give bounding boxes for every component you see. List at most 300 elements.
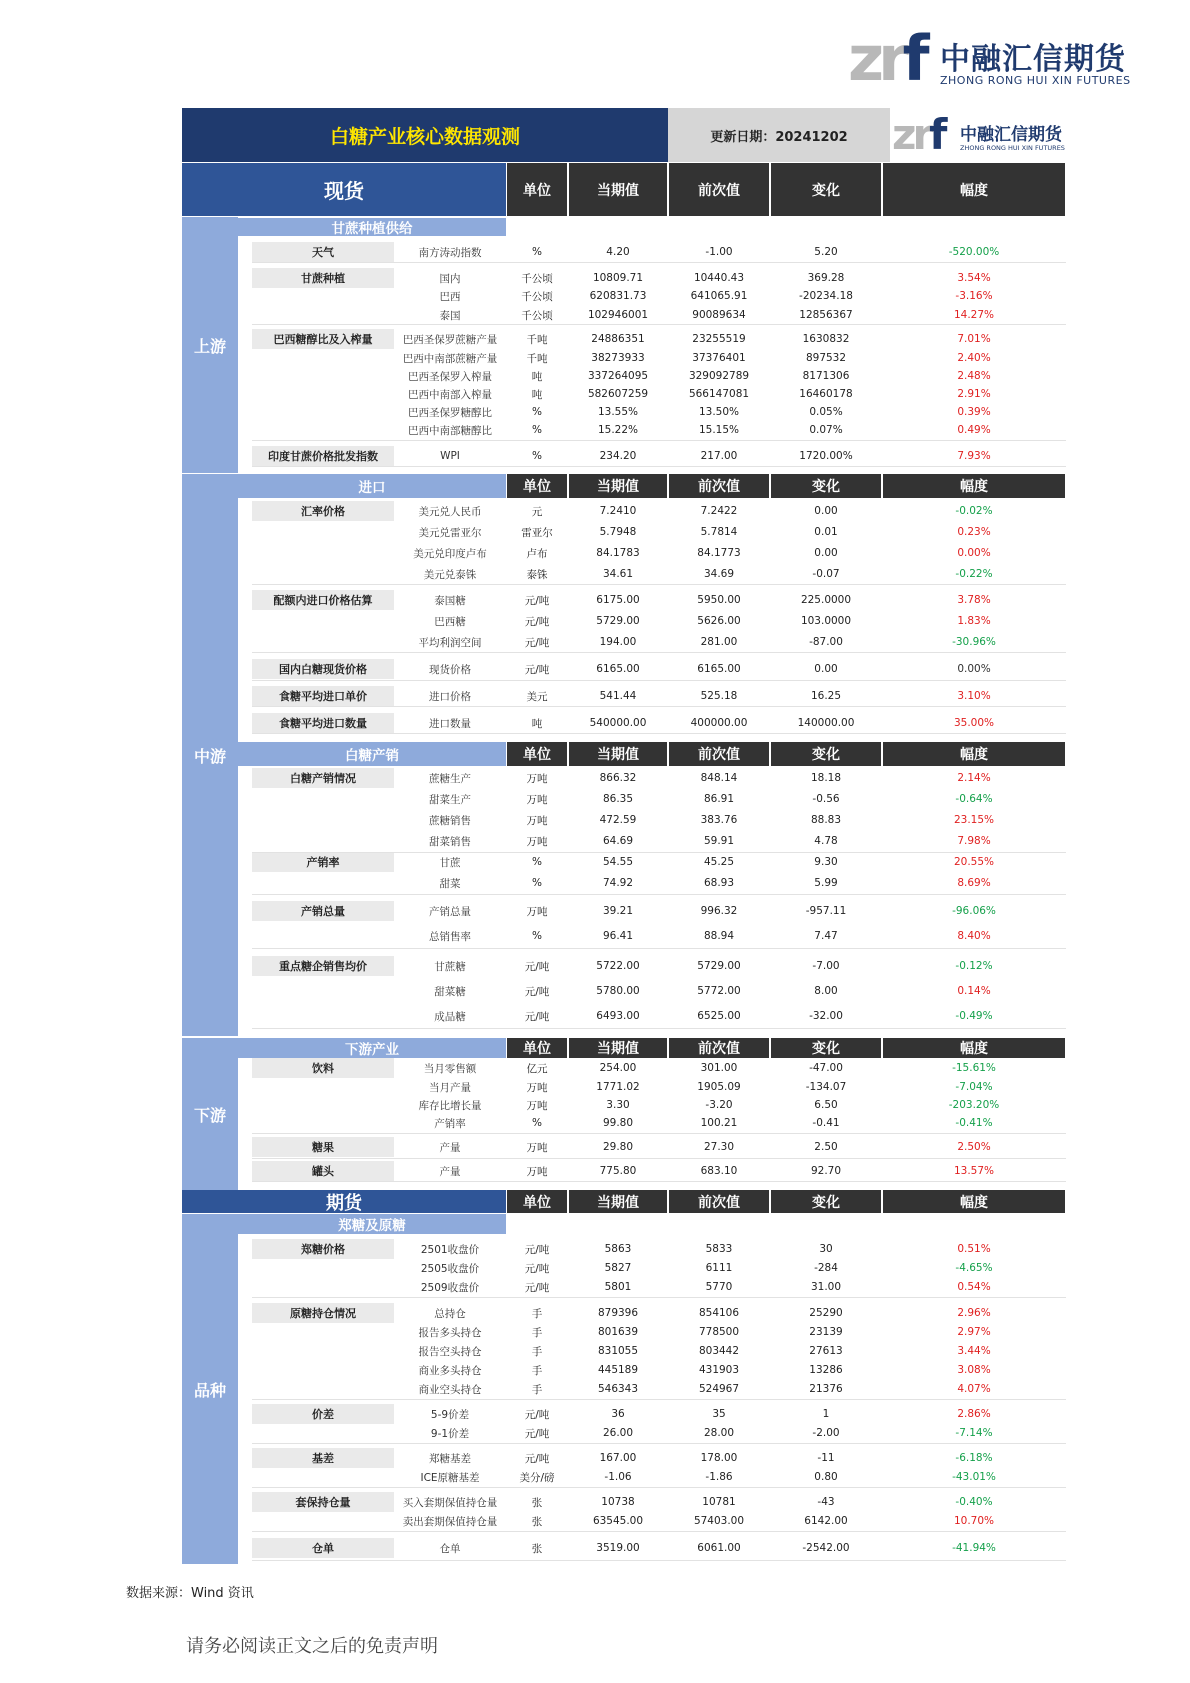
header-change: 变化 [771,1038,881,1058]
row-pct: -7.04% [955,1081,993,1093]
row-change: 12856367 [799,309,853,321]
row-indicator: 甜菜糖 [434,985,466,998]
row-unit: 元/吨 [524,960,550,973]
row-change: 16460178 [799,388,853,400]
subsection-zhengtang: 郑糖及原糖 [238,1214,506,1234]
table-title: 白糖产业核心数据观测 [182,108,668,162]
row-unit: % [532,406,542,418]
row-indicator: 产量 [439,1141,461,1154]
row-category: 饮料 [252,1058,394,1078]
row-pct: -4.65% [955,1262,993,1274]
brand-name-cn: 中融汇信期货 [940,42,1126,77]
row-change: -2.00 [812,1427,840,1439]
row-change: 0.00 [814,547,838,559]
row-category: 郑糖价格 [252,1239,394,1259]
row-current: 13.55% [597,406,639,418]
row-change: -2542.00 [802,1542,850,1554]
row-divider [252,894,1066,895]
row-change: -134.07 [805,1081,847,1093]
row-current: 546343 [597,1383,639,1395]
row-divider [252,1560,1066,1561]
row-change: 0.01 [814,526,838,538]
row-pct: 0.54% [957,1281,991,1293]
row-current: 102946001 [587,309,649,321]
row-previous: 525.18 [700,690,738,702]
row-previous: 431903 [698,1364,740,1376]
row-current: 3519.00 [596,1542,640,1554]
row-previous: 5626.00 [697,615,741,627]
row-current: 84.1783 [596,547,640,559]
row-current: 4.20 [606,246,630,258]
row-change: 1 [822,1408,830,1420]
row-current: 6165.00 [596,663,640,675]
row-pct: 0.39% [957,406,991,418]
row-category: 国内白糖现货价格 [252,659,394,679]
row-pct: 2.40% [957,352,991,364]
header-current: 当期值 [569,1190,667,1213]
row-divider [252,440,1066,441]
row-divider [252,680,1066,681]
row-indicator: 进口数量 [429,717,471,730]
row-unit: 雷亚尔 [521,526,553,539]
row-current: -1.06 [604,1471,632,1483]
row-pct: 2.50% [957,1141,991,1153]
row-current: 541.44 [599,690,637,702]
row-indicator: 美元兑泰铢 [423,568,477,581]
brand-name-en: ZHONG RONG HUI XIN FUTURES [940,74,1131,87]
row-pct: 4.07% [957,1383,991,1395]
row-change: 6.50 [814,1099,838,1111]
row-pct: -43.01% [952,1471,996,1483]
row-indicator: 郑糖基差 [429,1452,471,1465]
row-unit: 吨 [531,388,543,401]
row-indicator: 商业空头持仓 [418,1383,482,1396]
row-category: 配额内进口价格估算 [252,590,394,610]
row-change: -0.56 [812,793,840,805]
row-indicator: 泰国糖 [434,594,466,607]
row-current: 63545.00 [592,1515,644,1527]
row-unit: % [532,856,542,868]
row-change: 21376 [809,1383,843,1395]
row-indicator: 巴西圣保罗糖醇比 [408,406,492,419]
row-change: 1720.00% [799,450,853,462]
row-pct: 0.14% [957,985,991,997]
row-unit: 美元 [526,690,548,703]
row-previous: 59.91 [703,835,735,847]
row-previous: 6061.00 [697,1542,741,1554]
row-pct: 0.00% [957,547,991,559]
row-indicator: 巴西 [439,290,461,303]
row-indicator: 美元兑印度卢布 [413,547,487,560]
row-unit: 千公顷 [521,272,553,285]
row-change: 0.00 [814,505,838,517]
row-unit: 元/吨 [524,636,550,649]
section-upstream: 上游 [182,217,238,473]
row-indicator: 现货价格 [429,663,471,676]
row-previous: 996.32 [700,905,738,917]
row-previous: 178.00 [700,1452,738,1464]
row-change: 23139 [809,1326,843,1338]
section-futures: 期货 [182,1190,506,1213]
row-current: 254.00 [599,1062,637,1074]
row-unit: 千公顷 [521,309,553,322]
row-current: 472.59 [599,814,637,826]
row-indicator: 库存比增长量 [418,1099,482,1112]
row-previous: 88.94 [703,930,735,942]
row-unit: 手 [531,1307,543,1320]
row-previous: 35 [712,1408,726,1420]
row-previous: 27.30 [703,1141,735,1153]
row-previous: 1905.09 [697,1081,741,1093]
row-indicator: 总持仓 [434,1307,466,1320]
row-pct: 8.40% [957,930,991,942]
row-indicator: 报告多头持仓 [418,1326,482,1339]
header-current: 当期值 [569,163,667,216]
row-current: 445189 [597,1364,639,1376]
row-unit: 亿元 [526,1062,548,1075]
brand-mark [848,22,924,95]
row-current: 64.69 [602,835,634,847]
subsection-downind: 下游产业 [238,1038,506,1058]
row-pct: -6.18% [955,1452,993,1464]
row-pct: -3.16% [955,290,993,302]
row-pct: 1.83% [957,615,991,627]
row-divider [252,1487,1066,1488]
row-indicator: 甜菜销售 [429,835,471,848]
row-pct: -0.12% [955,960,993,972]
row-indicator: 商业多头持仓 [418,1364,482,1377]
row-pct: -0.22% [955,568,993,580]
header-unit: 单位 [507,742,567,766]
row-change: 18.18 [810,772,842,784]
row-category: 白糖产销情况 [252,768,394,788]
header-previous: 前次值 [669,163,769,216]
row-unit: 千吨 [526,352,548,365]
subsection-import: 进口 [238,474,506,498]
row-change: 8.00 [814,985,838,997]
row-previous: 848.14 [700,772,738,784]
row-previous: 68.93 [703,877,735,889]
row-pct: 14.27% [953,309,995,321]
row-indicator: 买入套期保值持仓量 [402,1496,498,1509]
row-change: 369.28 [807,272,845,284]
header-unit: 单位 [507,163,567,216]
row-previous: -3.20 [705,1099,733,1111]
row-pct: 0.51% [957,1243,991,1255]
row-current: 26.00 [602,1427,634,1439]
row-divider [252,1181,1066,1182]
row-previous: 90089634 [692,309,746,321]
row-indicator: 报告空头持仓 [418,1345,482,1358]
row-pct: -203.20% [948,1099,1000,1111]
row-change: -20234.18 [799,290,853,302]
row-current: 3.30 [606,1099,630,1111]
row-unit: % [532,930,542,942]
row-unit: 元/吨 [524,1452,550,1465]
row-previous: 57403.00 [693,1515,745,1527]
row-change: 13286 [809,1364,843,1376]
row-previous: 400000.00 [690,717,748,729]
row-current: 831055 [597,1345,639,1357]
row-divider [252,466,1066,467]
row-unit: 张 [531,1542,543,1555]
header-current: 当期值 [569,1038,667,1058]
row-indicator: 成品糖 [434,1010,466,1023]
row-indicator: WPI [440,450,460,462]
header-change: 变化 [771,163,881,216]
row-change: 5.20 [814,246,838,258]
row-unit: % [532,450,542,462]
row-indicator: 卖出套期保值持仓量 [402,1515,498,1528]
row-divider [252,324,1066,325]
row-unit: 元 [531,505,543,518]
row-change: 9.30 [814,856,838,868]
header-pct: 幅度 [883,742,1065,766]
row-indicator: 甜菜 [439,877,461,890]
row-change: 27613 [809,1345,843,1357]
subsection-prodsales: 白糖产销 [238,742,506,766]
row-divider [252,852,1066,853]
section-downstream: 下游 [182,1038,238,1190]
row-indicator: 蔗糖生产 [429,772,471,785]
header-pct: 幅度 [883,163,1065,216]
row-category: 甘蔗种植 [252,268,394,288]
row-category: 印度甘蔗价格批发指数 [252,446,394,466]
header-pct: 幅度 [883,1190,1065,1213]
row-current: 10809.71 [592,272,644,284]
row-indicator: ICE原糖基差 [420,1471,480,1484]
row-current: 15.22% [597,424,639,436]
header-pct: 幅度 [883,1038,1065,1058]
header-change: 变化 [771,474,881,498]
row-current: 5827 [604,1262,632,1274]
row-indicator: 美元兑人民币 [418,505,482,518]
row-category: 巴西糖醇比及入榨量 [252,329,394,349]
row-previous: 524967 [698,1383,740,1395]
update-date: 更新日期：20241202 [668,108,890,162]
row-current: 38273933 [591,352,645,364]
row-category: 汇率价格 [252,501,394,521]
row-indicator: 产销总量 [429,905,471,918]
row-previous: 5.7814 [700,526,738,538]
row-previous: 5729.00 [697,960,741,972]
row-unit: 千公顷 [521,290,553,303]
row-previous: 23255519 [692,333,746,345]
row-current: 540000.00 [589,717,647,729]
row-unit: 万吨 [526,835,548,848]
row-current: 5863 [604,1243,632,1255]
header-previous: 前次值 [669,1190,769,1213]
header-current: 当期值 [569,474,667,498]
row-category: 罐头 [252,1161,394,1181]
row-current: 879396 [597,1307,639,1319]
row-indicator: 巴西糖 [434,615,466,628]
row-pct: 7.98% [957,835,991,847]
row-unit: 吨 [531,370,543,383]
row-pct: -41.94% [952,1542,996,1554]
row-indicator: 仓单 [439,1542,461,1555]
row-unit: 万吨 [526,1099,548,1112]
row-previous: 803442 [698,1345,740,1357]
row-category: 基差 [252,1448,394,1468]
row-indicator: 当月零售额 [423,1062,477,1075]
row-pct: -15.61% [952,1062,996,1074]
row-pct: 13.57% [953,1165,995,1177]
row-current: 582607259 [587,388,649,400]
row-divider [252,584,1066,585]
row-unit: 卢布 [526,547,548,560]
row-indicator: 南方涛动指数 [418,246,482,259]
row-unit: 元/吨 [524,615,550,628]
row-current: 775.80 [599,1165,637,1177]
row-change: -0.41 [812,1117,840,1129]
row-unit: 手 [531,1364,543,1377]
row-divider [252,1399,1066,1400]
row-indicator: 甘蔗 [439,856,461,869]
row-unit: 万吨 [526,1141,548,1154]
row-current: 34.61 [602,568,634,580]
header-previous: 前次值 [669,742,769,766]
row-previous: 641065.91 [690,290,748,302]
row-pct: -0.49% [955,1010,993,1022]
row-indicator: 巴西中南部糖醇比 [408,424,492,437]
row-pct: 35.00% [953,717,995,729]
row-current: 194.00 [599,636,637,648]
row-pct: 3.10% [957,690,991,702]
row-current: 6175.00 [596,594,640,606]
row-current: 99.80 [602,1117,634,1129]
row-category: 仓单 [252,1538,394,1558]
row-change: 5.99 [814,877,838,889]
row-pct: -0.64% [955,793,993,805]
row-pct: -0.02% [955,505,993,517]
row-current: 86.35 [602,793,634,805]
row-indicator: 蔗糖销售 [429,814,471,827]
brand-mark-f: f [902,22,924,95]
row-current: 620831.73 [589,290,647,302]
row-change: 897532 [805,352,847,364]
row-divider [252,706,1066,707]
row-category: 产销率 [252,852,394,872]
row-divider [252,733,1066,734]
disclaimer: 请务必阅读正文之后的免责声明 [186,1636,438,1657]
row-current: 1771.02 [596,1081,640,1093]
row-change: 30 [819,1243,833,1255]
row-previous: 6165.00 [697,663,741,675]
row-unit: 元/吨 [524,594,550,607]
row-previous: 34.69 [703,568,735,580]
row-previous: 854106 [698,1307,740,1319]
row-previous: 7.2422 [700,505,738,517]
row-unit: 元/吨 [524,663,550,676]
row-change: 0.05% [809,406,843,418]
row-pct: 20.55% [953,856,995,868]
row-current: 5.7948 [599,526,637,538]
row-previous: -1.86 [705,1471,733,1483]
row-change: 8171306 [802,370,850,382]
row-previous: 6525.00 [697,1010,741,1022]
row-change: 2.50 [814,1141,838,1153]
row-current: 5722.00 [596,960,640,972]
data-source: 数据来源：Wind 资讯 [126,1586,254,1601]
row-current: 234.20 [599,450,637,462]
row-unit: % [532,1117,542,1129]
row-previous: 6111 [705,1262,733,1274]
row-divider [252,1297,1066,1298]
row-current: 6493.00 [596,1010,640,1022]
row-indicator: 2509收盘价 [420,1281,480,1294]
row-indicator: 巴西中南部蔗糖产量 [402,352,498,365]
row-pct: 7.01% [957,333,991,345]
row-previous: 566147081 [688,388,750,400]
row-indicator: 2505收盘价 [420,1262,480,1275]
section-variety: 品种 [182,1214,238,1564]
row-unit: 手 [531,1326,543,1339]
row-category: 天气 [252,242,394,262]
row-current: 54.55 [602,856,634,868]
row-previous: 5833 [705,1243,733,1255]
row-change: 0.07% [809,424,843,436]
row-indicator: 当月产量 [429,1081,471,1094]
row-current: 29.80 [602,1141,634,1153]
row-indicator: 平均利润空间 [418,636,482,649]
row-category: 产销总量 [252,901,394,921]
header-unit: 单位 [507,1190,567,1213]
row-change: -284 [814,1262,838,1274]
row-change: 0.80 [814,1471,838,1483]
row-pct: 8.69% [957,877,991,889]
row-unit: 美分/磅 [519,1471,555,1484]
row-previous: 778500 [698,1326,740,1338]
row-change: 6142.00 [804,1515,848,1527]
brand-logo-small: zrf 中融汇信期货 ZHONG RONG HUI XIN FUTURES [890,108,1066,162]
row-current: 5729.00 [596,615,640,627]
row-current: 866.32 [599,772,637,784]
row-change: -0.07 [812,568,840,580]
row-change: 225.0000 [800,594,852,606]
row-previous: 10781 [702,1496,736,1508]
row-unit: 元/吨 [524,1010,550,1023]
row-previous: 45.25 [703,856,735,868]
row-divider [252,1133,1066,1134]
row-current: 39.21 [602,905,634,917]
row-unit: 万吨 [526,1081,548,1094]
header-pct: 幅度 [883,474,1065,498]
row-previous: 15.15% [698,424,740,436]
row-change: 16.25 [810,690,842,702]
row-previous: 37376401 [692,352,746,364]
row-previous: 217.00 [700,450,738,462]
row-previous: 683.10 [700,1165,738,1177]
row-pct: 3.54% [957,272,991,284]
header-change: 变化 [771,742,881,766]
row-category: 套保持仓量 [252,1492,394,1512]
row-change: -957.11 [805,905,847,917]
row-unit: 万吨 [526,793,548,806]
row-change: 92.70 [810,1165,842,1177]
row-unit: 万吨 [526,905,548,918]
brand-mark-zr: zr [848,22,903,95]
row-change: -32.00 [809,1010,843,1022]
row-indicator: 国内 [439,272,461,285]
row-category: 食糖平均进口单价 [252,686,394,706]
row-pct: 7.93% [957,450,991,462]
row-category: 糖果 [252,1137,394,1157]
row-divider [252,1531,1066,1532]
row-unit: % [532,246,542,258]
row-pct: 2.14% [957,772,991,784]
row-pct: -520.00% [948,246,1000,258]
